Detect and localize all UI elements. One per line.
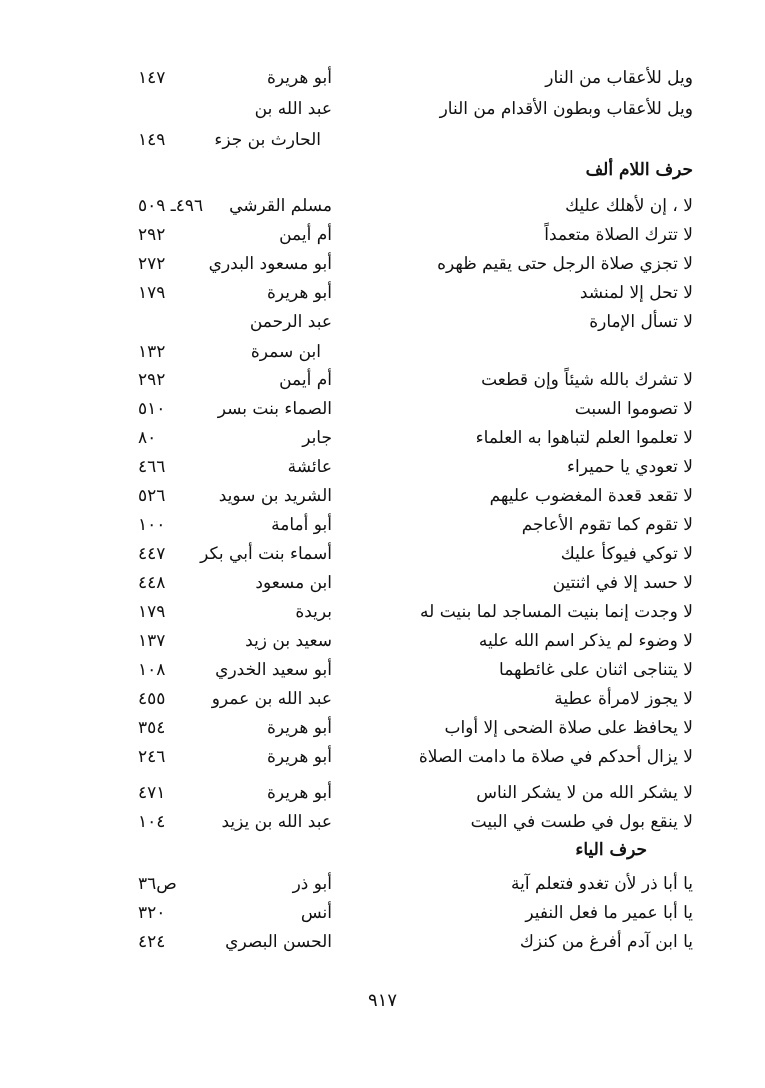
page-ref: ١٠٤ <box>138 812 166 832</box>
narrator: مسلم القرشي <box>229 196 332 216</box>
index-entry <box>0 395 765 423</box>
index-entry <box>0 64 765 92</box>
narrator: أبو هريرة <box>266 68 332 88</box>
index-entry <box>0 685 765 713</box>
narrator: عبد الله بن <box>254 99 332 119</box>
narrator: عبد الله بن عمرو <box>211 689 332 709</box>
page-ref: ٤٤٧ <box>138 544 166 564</box>
hadith-text: لا يتناجى اثنان على غائطهما <box>499 660 693 680</box>
page-ref: ٤٤٨ <box>138 573 166 593</box>
index-entry <box>0 714 765 742</box>
page-ref: ١٣٢ <box>138 342 166 362</box>
page-ref: ١٧٩ <box>138 283 166 303</box>
narrator: أبو هريرة <box>266 747 332 767</box>
index-entry <box>0 511 765 539</box>
index-entry <box>0 779 765 807</box>
index-entry <box>0 540 765 568</box>
hadith-text: لا تصوموا السبت <box>574 399 693 419</box>
page-ref: ٣٥٤ <box>138 718 166 738</box>
page-ref: ٢٤٦ <box>138 747 166 767</box>
narrator: أم أيمن <box>279 370 332 390</box>
hadith-text: لا وضوء لم يذكر اسم الله عليه <box>478 631 693 651</box>
index-entry <box>0 870 765 898</box>
hadith-text: لا وجدت إنما بنيت المساجد لما بنيت له <box>420 602 693 622</box>
page-ref: ١٠٠ <box>138 515 166 535</box>
hadith-text: لا ، إن لأهلك عليك <box>565 196 693 216</box>
narrator: الحارث بن جزء <box>214 130 321 150</box>
index-entry <box>0 899 765 927</box>
page-ref: ٢٧٢ <box>138 254 166 274</box>
page-ref: ٤٢٤ <box>138 932 166 952</box>
page-ref: ٤٧١ <box>138 783 166 803</box>
page-ref: ٥١٠ <box>138 399 166 419</box>
page-ref: ١٣٧ <box>138 631 166 651</box>
index-entry <box>0 569 765 597</box>
narrator: الصماء بنت بسر <box>217 399 332 419</box>
hadith-text: ويل للأعقاب من النار <box>545 68 693 88</box>
hadith-text: لا تشرك بالله شيئاً وإن قطعت <box>481 370 693 390</box>
hadith-text: لا يجوز لامرأة عطية <box>554 689 693 709</box>
hadith-text: لا يشكر الله من لا يشكر الناس <box>476 783 693 803</box>
hadith-text: لا يحافظ على صلاة الضحى إلا أواب <box>444 718 693 738</box>
hadith-text: لا تجزي صلاة الرجل حتى يقيم ظهره <box>437 254 693 274</box>
page-ref: ٢٩٢ <box>138 370 166 390</box>
index-entry <box>0 482 765 510</box>
index-entry <box>0 192 765 220</box>
index-entry <box>0 928 765 956</box>
page-ref: ١٠٨ <box>138 660 166 680</box>
index-entry <box>0 308 765 336</box>
narrator: ابن مسعود <box>255 573 332 593</box>
narrator: سعيد بن زيد <box>245 631 332 651</box>
narrator: عبد الله بن يزيد <box>221 812 332 832</box>
narrator: أبو هريرة <box>266 283 332 303</box>
page-ref: ٤٥٥ <box>138 689 166 709</box>
hadith-text: لا تحل إلا لمنشد <box>579 283 693 303</box>
page-ref: ص٣٦ <box>138 874 177 894</box>
page-ref: ١٤٧ <box>138 68 166 88</box>
narrator: أم أيمن <box>279 225 332 245</box>
index-entry <box>0 95 765 123</box>
index-entry <box>0 424 765 452</box>
hadith-text: لا توكي فيوكأ عليك <box>560 544 693 564</box>
page-number: ٩١٧ <box>367 990 397 1011</box>
narrator: أسماء بنت أبي بكر <box>200 544 332 564</box>
index-entry <box>0 598 765 626</box>
hadith-text: لا تعودي يا حميراء <box>567 457 693 477</box>
narrator: أنس <box>300 903 332 923</box>
hadith-text: يا ابن آدم أفرغ من كنزك <box>519 932 693 952</box>
index-entry <box>0 743 765 771</box>
page-ref: ٤٦٦ <box>138 457 166 477</box>
hadith-text: لا تعلموا العلم لتباهوا به العلماء <box>475 428 693 448</box>
index-entry <box>0 250 765 278</box>
narrator: بريدة <box>295 602 332 622</box>
narrator: ابن سمرة <box>250 342 321 362</box>
narrator: عبد الرحمن <box>249 312 332 332</box>
index-entry <box>0 453 765 481</box>
index-entry <box>0 126 765 154</box>
hadith-text: لا حسد إلا في اثنتين <box>552 573 693 593</box>
hadith-text: يا أبا عمير ما فعل النفير <box>525 903 693 923</box>
narrator: الحسن البصري <box>225 932 332 952</box>
index-entry <box>0 627 765 655</box>
page-ref: ١٧٩ <box>138 602 166 622</box>
index-entry <box>0 338 765 366</box>
hadith-text: لا تقوم كما تقوم الأعاجم <box>521 515 693 535</box>
page-ref: ٣٢٠ <box>138 903 166 923</box>
hadith-text: لا يزال أحدكم في صلاة ما دامت الصلاة <box>418 747 693 767</box>
narrator: أبو هريرة <box>266 718 332 738</box>
narrator: أبو هريرة <box>266 783 332 803</box>
hadith-text: لا تسأل الإمارة <box>589 312 693 332</box>
narrator: جابر <box>302 428 332 448</box>
narrator: أبو أمامة <box>271 515 332 535</box>
page-ref: ٥٢٦ <box>138 486 166 506</box>
index-entry <box>0 221 765 249</box>
page-ref: ٢٩٢ <box>138 225 166 245</box>
page-ref: ٤٩٦ـ ٥٠٩ <box>138 196 204 216</box>
index-entry <box>0 656 765 684</box>
index-entry <box>0 808 765 836</box>
hadith-text: ويل للأعقاب وبطون الأقدام من النار <box>439 99 693 119</box>
page-ref: ١٤٩ <box>138 130 166 150</box>
index-entry <box>0 366 765 394</box>
index-entry <box>0 279 765 307</box>
narrator: أبو سعيد الخدري <box>215 660 332 680</box>
narrator: عائشة <box>287 457 332 477</box>
section-heading-ya: حرف الياء <box>575 840 647 860</box>
page-ref: ٨٠ <box>138 428 157 448</box>
hadith-text: يا أبا ذر لأن تغدو فتعلم آية <box>511 874 693 894</box>
hadith-text: لا تترك الصلاة متعمداً <box>544 225 693 245</box>
hadith-text: لا ينقع بول في طست في البيت <box>470 812 693 832</box>
narrator: أبو مسعود البدري <box>208 254 332 274</box>
narrator: الشريد بن سويد <box>218 486 332 506</box>
narrator: أبو ذر <box>292 874 332 894</box>
hadith-text: لا تقعد قعدة المغضوب عليهم <box>489 486 693 506</box>
section-heading-lam-alif: حرف اللام ألف <box>585 160 693 180</box>
